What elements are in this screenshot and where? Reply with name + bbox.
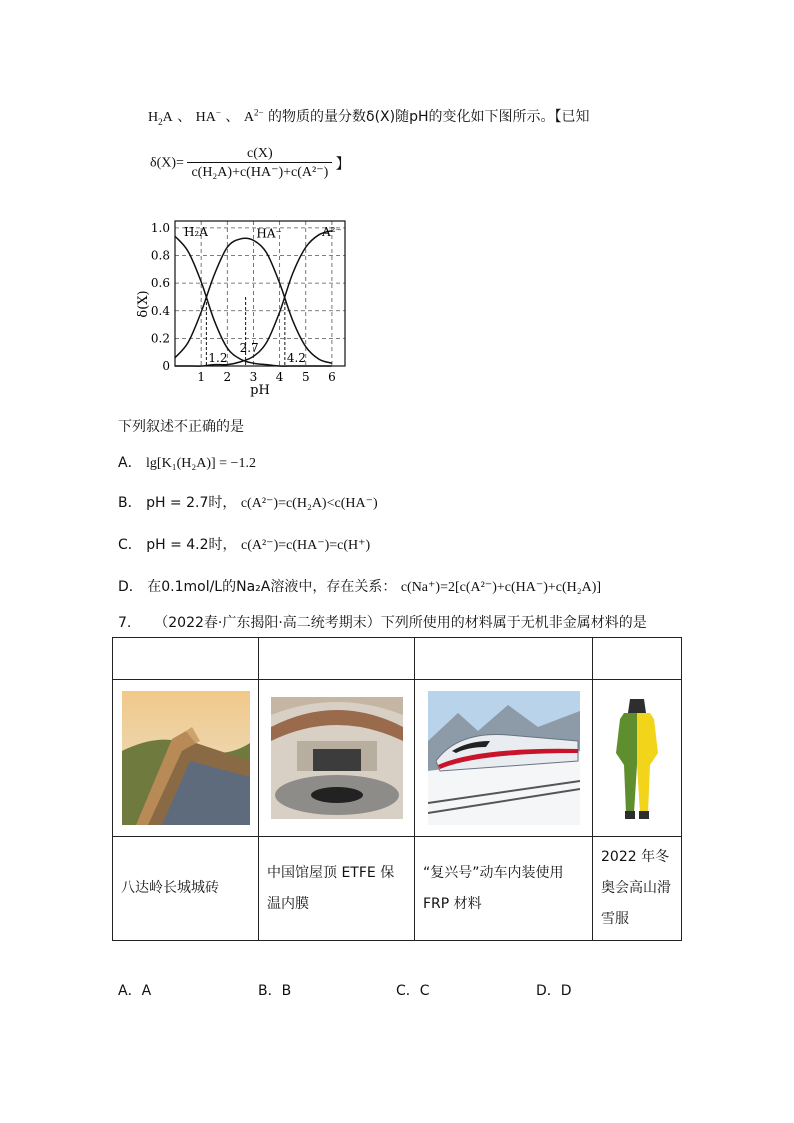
option-condition: pH = 2.7时， xyxy=(146,495,237,511)
great-wall-image[interactable] xyxy=(122,691,250,825)
x-tick-label: 5 xyxy=(301,370,310,384)
table-header-row xyxy=(113,638,682,680)
separator: 、 xyxy=(225,109,240,125)
china-pavilion-image[interactable] xyxy=(271,697,403,819)
formula-denominator: c(H₂A)+c(HA⁻)+c(A²⁻) xyxy=(187,162,332,181)
formula-close: 】 xyxy=(335,156,350,173)
series-label-1: HA⁻ xyxy=(256,226,282,241)
caption-great-wall: 八达岭长城城砖 xyxy=(113,837,259,941)
series-label-2: A²⁻ xyxy=(322,225,342,240)
y-tick-label: 0 xyxy=(162,359,170,373)
y-tick-label: 0.8 xyxy=(150,248,170,263)
q7-option-a[interactable]: A．A xyxy=(118,983,152,999)
fraction-formula xyxy=(150,146,350,181)
species-h2a: $H_2A$ xyxy=(148,110,173,127)
annotation-label: 2.7 xyxy=(239,341,259,355)
distribution-chart xyxy=(125,212,360,397)
q7-option-c[interactable]: C．C xyxy=(396,983,430,999)
q7-option-b[interactable]: B．B xyxy=(258,983,292,999)
option-d[interactable] xyxy=(118,576,601,596)
option-text: lg[K₁(H₂A)] = −1.2 xyxy=(146,456,256,471)
q7-option-d[interactable]: D．D xyxy=(536,983,572,999)
option-text: c(Na⁺)=2[c(A²⁻)+c(HA⁻)+c(H₂A)] xyxy=(400,580,602,595)
x-tick-label: 4 xyxy=(275,370,284,384)
annotation-label: 1.2 xyxy=(208,351,228,365)
table-cell xyxy=(415,638,593,680)
plot-frame xyxy=(175,221,345,366)
option-b[interactable] xyxy=(118,492,378,512)
formula-numerator: c(X) xyxy=(247,146,273,161)
question-stem: （2022春·广东揭阳·高二统考期末）下列所使用的材料属于无机非金属材料的是 xyxy=(154,615,647,631)
table-cell xyxy=(415,680,593,837)
fuxing-train-image[interactable] xyxy=(428,691,580,825)
chart-annotations xyxy=(206,297,306,366)
option-text: c(A²⁻)=c(HA⁻)=c(H⁺) xyxy=(241,538,371,553)
annotation-label: 4.2 xyxy=(286,351,306,365)
x-tick-label: 3 xyxy=(249,370,258,384)
option-c[interactable] xyxy=(118,534,370,554)
ski-suit-image[interactable] xyxy=(612,695,662,821)
option-label: D． xyxy=(118,579,143,595)
species-ha: HA− xyxy=(195,107,221,125)
option-label: C． xyxy=(118,537,142,553)
option-condition: 在0.1mol/L的Na₂A溶液中，存在关系： xyxy=(147,579,397,595)
y-tick-label: 1.0 xyxy=(150,220,170,235)
series-label-0: H₂A xyxy=(183,225,208,240)
y-tick-label: 0.2 xyxy=(150,331,170,346)
y-tick-labels xyxy=(151,221,170,373)
caption-china-pavilion: 中国馆屋顶 ETFE 保温内膜 xyxy=(259,837,415,941)
option-text: c(A²⁻)=c(H₂A)<c(HA⁻) xyxy=(240,496,378,511)
table-cell xyxy=(113,638,259,680)
caption-ski-suit: 2022 年冬奥会高山滑雪服 xyxy=(593,837,682,941)
x-tick-labels xyxy=(197,370,335,384)
table-caption-row xyxy=(113,837,682,941)
q7-stem xyxy=(118,612,647,632)
option-label: A． xyxy=(118,455,142,471)
option-label: B． xyxy=(118,495,142,511)
table-cell xyxy=(259,638,415,680)
x-tick-label: 1 xyxy=(197,370,205,384)
table-cell xyxy=(259,680,415,837)
formula-fraction xyxy=(187,146,332,181)
option-a[interactable] xyxy=(118,452,256,472)
species-a2: $A^{2-}$ xyxy=(243,107,264,125)
table-image-row xyxy=(113,680,682,837)
separator: 、 xyxy=(177,109,192,125)
y-axis-label: δ(X) xyxy=(136,290,151,318)
question-number: 7. xyxy=(118,615,132,631)
caption-fuxing-train: “复兴号”动车内装使用 FRP 材料 xyxy=(415,837,593,941)
table-cell xyxy=(593,638,682,680)
chart-grid xyxy=(175,221,345,366)
table-cell xyxy=(593,680,682,837)
option-condition: pH = 4.2时， xyxy=(146,537,237,553)
formula-lhs: δ(X)= xyxy=(150,155,184,171)
question-prompt: 下列叙述不正确的是 xyxy=(118,419,244,435)
series-labels xyxy=(184,225,342,240)
intro-text: 的物质的量分数δ(X)随pH的变化如下图所示。【已知 xyxy=(268,109,590,125)
intro-line xyxy=(148,106,590,127)
x-tick-label: 6 xyxy=(328,370,336,384)
x-tick-label: 2 xyxy=(223,370,232,384)
x-axis-label: pH xyxy=(250,383,270,397)
materials-table xyxy=(112,637,682,941)
y-tick-label: 0.6 xyxy=(150,276,170,291)
y-tick-label: 0.4 xyxy=(150,303,170,318)
table-cell xyxy=(113,680,259,837)
